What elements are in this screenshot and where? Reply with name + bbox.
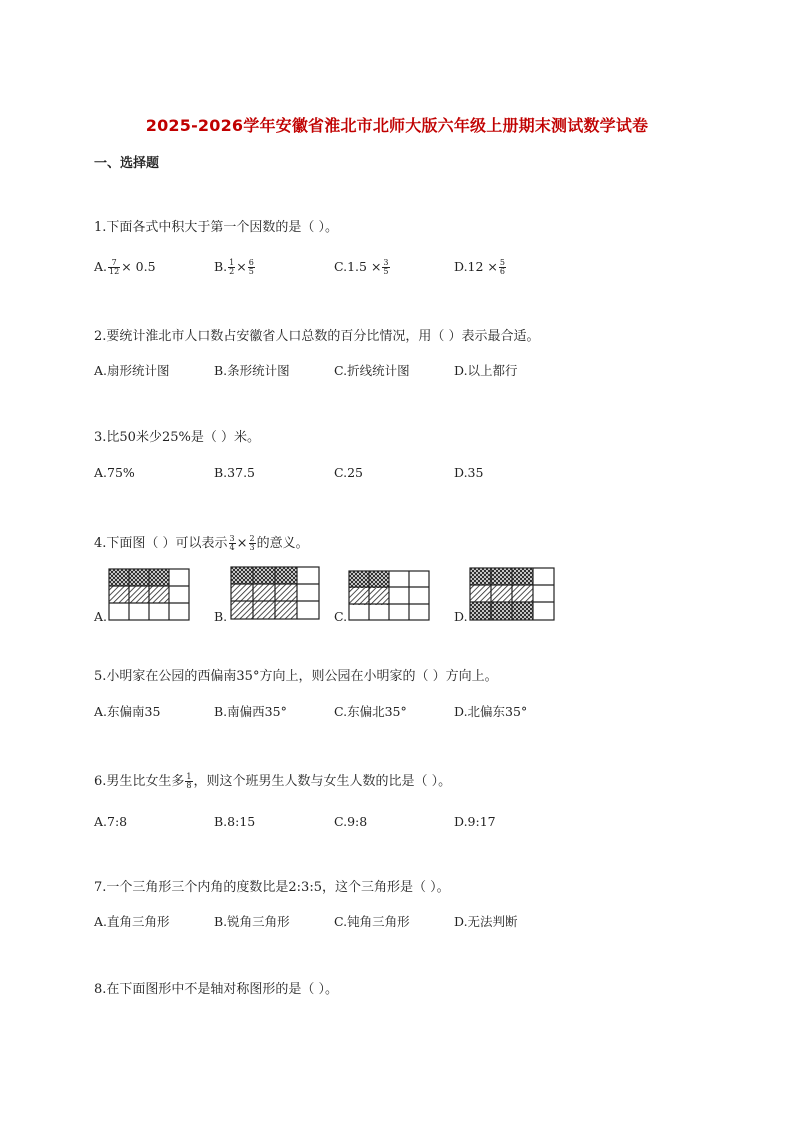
numerator: 1 (186, 772, 192, 781)
fraction (499, 259, 506, 276)
stem-text: 4.下面图（ ）可以表示 (94, 536, 228, 551)
option-a[interactable]: A.直角三角形 (94, 914, 170, 929)
question-1-stem: 1.下面各式中积大于第一个因数的是（ ）。 (94, 220, 339, 235)
denominator: 2 (229, 267, 235, 276)
question-4-figures (94, 565, 714, 625)
numerator: 1 (229, 258, 235, 267)
question-6-options (94, 812, 714, 832)
option-c[interactable]: C.东偏北35° (334, 704, 407, 719)
times-sign: × (236, 259, 247, 274)
denominator: 5 (383, 267, 389, 276)
option-c-label[interactable]: C. (334, 609, 348, 624)
option-c[interactable]: C.钝角三角形 (334, 914, 410, 929)
option-d[interactable] (454, 257, 507, 277)
option-a[interactable]: A.东偏南35 (94, 704, 161, 719)
option-c[interactable]: C.25 (334, 465, 363, 480)
option-d[interactable]: D.以上都行 (454, 363, 518, 378)
fraction (229, 535, 236, 552)
numerator: 6 (248, 258, 254, 267)
fraction (248, 259, 255, 276)
option-prefix: C.1.5 × (334, 259, 382, 274)
numerator: 2 (249, 534, 255, 543)
option-a[interactable] (94, 257, 156, 277)
option-prefix: B. (214, 259, 228, 274)
option-b[interactable]: B.锐角三角形 (214, 914, 290, 929)
question-7-options (94, 912, 714, 932)
grid-figure-d[interactable] (469, 567, 559, 623)
grid-figure-c[interactable] (348, 570, 434, 622)
option-c[interactable]: C.折线统计图 (334, 363, 410, 378)
stem-text: ，则这个班男生人数与女生人数的比是（ ）。 (193, 774, 452, 789)
question-5-options (94, 702, 714, 722)
denominator: 6 (499, 267, 505, 276)
question-3-stem: 3.比50米少25%是（ ）米。 (94, 430, 260, 445)
fraction (108, 259, 120, 276)
numerator: 3 (229, 534, 235, 543)
option-a-label[interactable]: A. (94, 609, 108, 624)
option-b[interactable]: B.南偏西35° (214, 704, 287, 719)
stem-text: 6.男生比女生多 (94, 774, 185, 789)
option-a[interactable]: A.75% (94, 465, 135, 480)
denominator: 8 (186, 781, 192, 790)
question-5-stem: 5.小明家在公园的西偏南35°方向上，则公园在小明家的（ ）方向上。 (94, 669, 498, 684)
numerator: 3 (383, 258, 389, 267)
option-c[interactable] (334, 257, 391, 277)
fraction (185, 773, 192, 790)
option-a[interactable]: A.7:8 (94, 814, 128, 829)
numerator: 7 (108, 259, 120, 268)
option-d[interactable]: D.北偏东35° (454, 704, 528, 719)
option-d[interactable]: D.35 (454, 465, 484, 480)
question-2-options (94, 361, 714, 381)
option-d[interactable]: D.9:17 (454, 814, 496, 829)
option-a[interactable]: A.扇形统计图 (94, 363, 170, 378)
denominator: 4 (229, 543, 235, 552)
fraction (228, 259, 235, 276)
denominator: 3 (249, 543, 255, 552)
option-b[interactable]: B.37.5 (214, 465, 255, 480)
option-rest: × 0.5 (121, 259, 156, 274)
grid-figure-a[interactable] (108, 568, 194, 622)
option-b[interactable] (214, 257, 256, 277)
option-prefix: D.12 × (454, 259, 498, 274)
question-2-stem: 2.要统计淮北市人口数占安徽省人口总数的百分比情况，用（ ）表示最合适。 (94, 329, 540, 344)
section-heading: 一、选择题 (94, 156, 160, 171)
times-sign: × (236, 536, 248, 551)
grid-figure-b[interactable] (230, 566, 324, 622)
option-b[interactable]: B.8:15 (214, 814, 256, 829)
question-3-options (94, 463, 714, 483)
exam-title: 2025-2026学年安徽省淮北市北师大版六年级上册期末测试数学试卷 (145, 116, 649, 135)
question-7-stem: 7.一个三角形三个内角的度数比是2:3:5，这个三角形是（ ）。 (94, 880, 450, 895)
fraction (249, 535, 256, 552)
question-1-options (94, 257, 714, 277)
option-b[interactable]: B.条形统计图 (214, 363, 290, 378)
fraction (382, 259, 389, 276)
denominator: 5 (248, 267, 254, 276)
option-d[interactable]: D.无法判断 (454, 914, 518, 929)
option-b-label[interactable]: B. (214, 609, 228, 624)
question-6-stem (94, 773, 451, 791)
question-4-stem (94, 535, 309, 553)
numerator: 5 (499, 258, 505, 267)
option-prefix: A. (94, 259, 108, 274)
option-d-label[interactable]: D. (454, 609, 468, 624)
option-c[interactable]: C.9:8 (334, 814, 368, 829)
question-8-stem: 8.在下面图形中不是轴对称图形的是（ ）。 (94, 982, 339, 997)
stem-text: 的意义。 (256, 536, 309, 551)
denominator: 12 (109, 267, 120, 276)
